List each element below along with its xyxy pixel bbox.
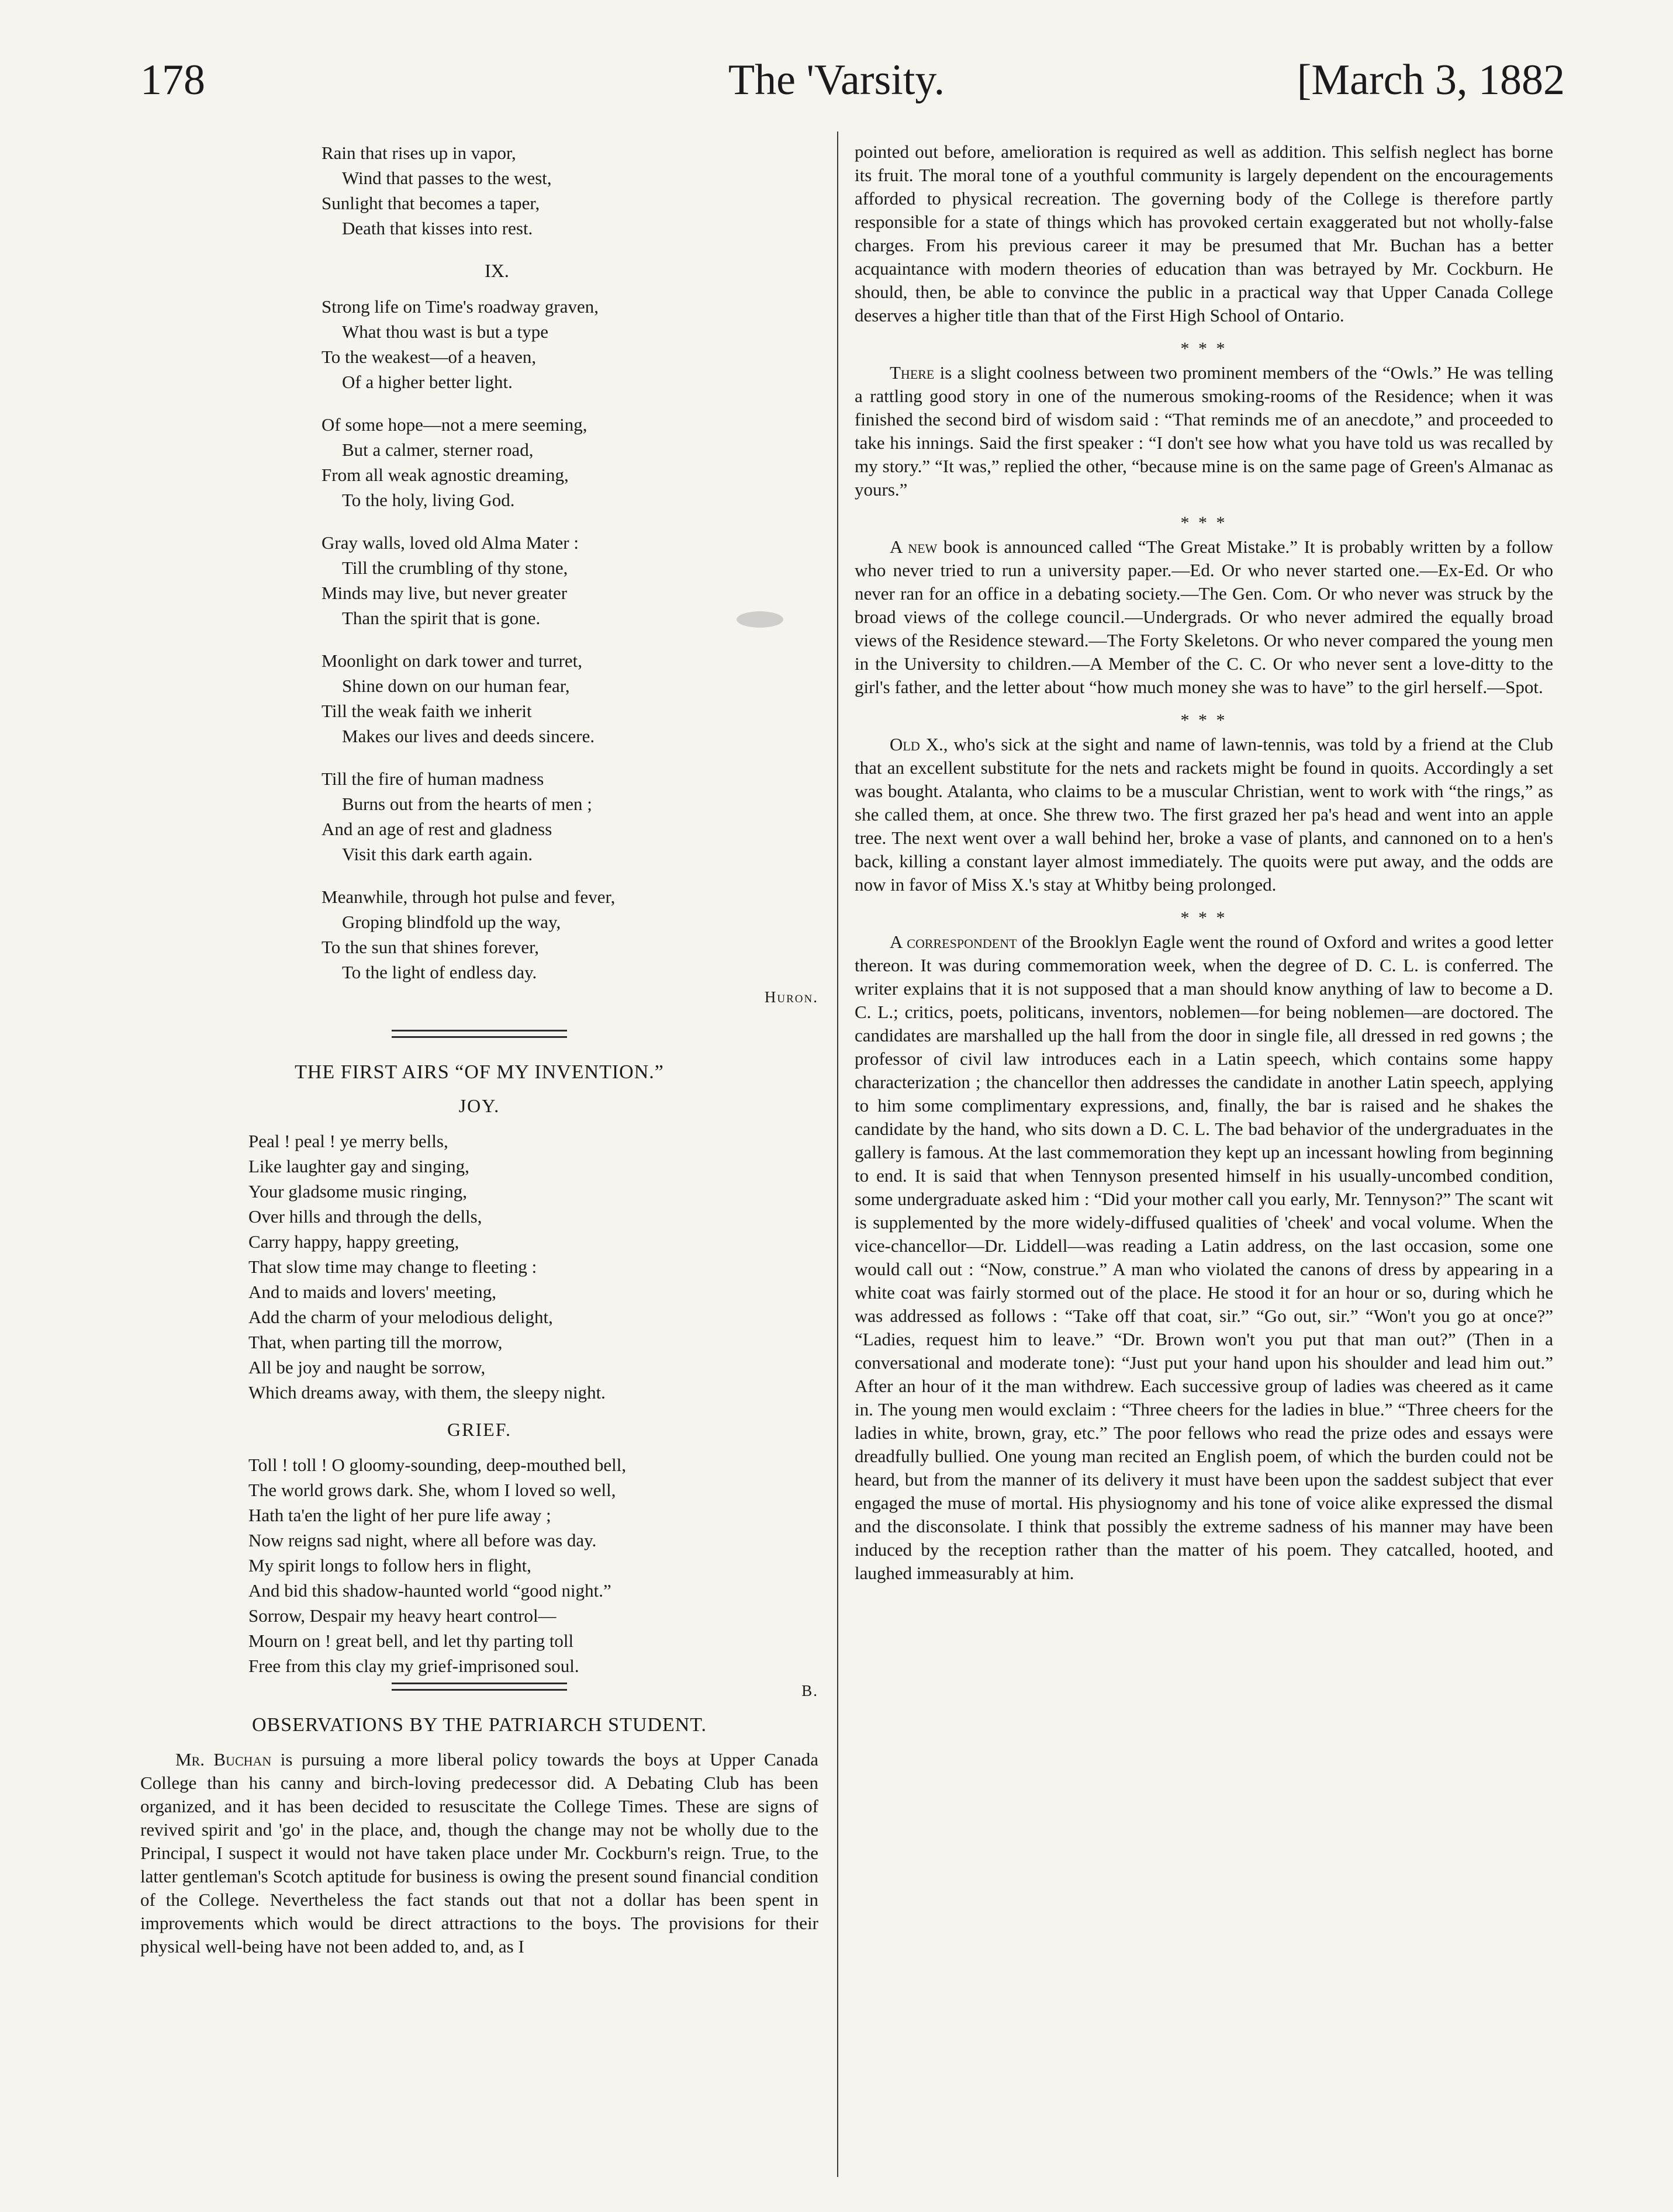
poem-line: To the sun that shines forever, — [322, 937, 539, 957]
poem-line: Your gladsome music ringing, — [248, 1181, 468, 1202]
poem-line: Free from this clay my grief-imprisoned soul. — [248, 1656, 579, 1676]
poem-line: That, when parting till the morrow, — [248, 1332, 503, 1352]
poem-line: Gray walls, loved old Alma Mater : — [322, 532, 579, 553]
poem-line: Wind that passes to the west, — [342, 168, 552, 188]
poem-line: To the holy, living God. — [342, 490, 515, 510]
paragraph — [855, 930, 1553, 1585]
poem-line: Meanwhile, through hot pulse and fever, — [322, 887, 616, 907]
poem-line: Moonlight on dark tower and turret, — [322, 650, 582, 671]
poem-line: And bid this shadow-haunted world “good night.” — [248, 1580, 611, 1601]
poem-line: Than the spirit that is gone. — [342, 608, 541, 628]
double-rule-divider — [392, 1683, 567, 1691]
section-title-observations: OBSERVATIONS BY THE PATRIARCH STUDENT. — [251, 1714, 707, 1736]
poem-line: Minds may live, but never greater — [322, 583, 568, 603]
item-owls — [855, 361, 1553, 501]
poem-line: Of some hope—not a mere seeming, — [322, 414, 587, 435]
paragraph: pointed out before, amelioration is required as well as addition. This selfish neglect has borne its fruit. The moral tone of a youthful community is largely dependent on the encouragements afforded to physical recreation. The governing body of the College is therefore partly responsible for a state of things which has provoked certain exaggerated but not wholly-false charges. From his previous career it may be presumed that Mr. Buchan has a better acquaintance with modern theories of education than was betrayed by Mr. Cockburn. He should, then, be able to convince the public in a practical way that Upper Canada College deserves a higher title than that of the First High School of Ontario. — [855, 141, 1553, 326]
poem-line: Burns out from the hearts of men ; — [342, 794, 592, 814]
poem-stanza — [140, 766, 818, 867]
section-stars: * * * — [1180, 711, 1228, 730]
left-column — [140, 140, 818, 1958]
section-number: IX. — [485, 260, 509, 281]
poem-line: And an age of rest and gladness — [322, 819, 552, 839]
poem-line: Peal ! peal ! ye merry bells, — [248, 1131, 448, 1151]
poem-line: To the light of endless day. — [342, 962, 537, 982]
poem-line: From all weak agnostic dreaming, — [322, 465, 569, 485]
poem-line: To the weakest—of a heaven, — [322, 347, 537, 367]
poem-line: Mourn on ! great bell, and let thy parting toll — [248, 1631, 574, 1651]
poem-stanza — [140, 412, 818, 513]
column-divider — [837, 131, 838, 2177]
double-rule-divider — [392, 1030, 567, 1038]
poem-stanza — [140, 648, 818, 749]
poem-line: Makes our lives and deeds sincere. — [342, 726, 595, 746]
paragraph-text: book is announced called “The Great Mistake.” It is probably written by a follow who never tried to run a university paper.—Ed. Or who never started one.—Ex-Ed. Or who never ran for an office in a debating society.—The Gen. Com. Or who never was struck by the broad views of the college council.—Undergrads. Or who never admired the equally broad views of the Residence steward.—The Forty Skeletons. Or who never compared the young men in the University to children.—A Member of the C. C. Or who never sent a love-ditty to the girl's father, and the letter about “how much money she was to have” to the girl herself.—Spot. — [855, 536, 1553, 697]
signature-b: B. — [801, 1682, 818, 1699]
masthead-title: The 'Varsity. — [728, 56, 945, 104]
paragraph — [855, 733, 1553, 896]
section-title-first-airs: THE FIRST AIRS “OF MY INVENTION.” — [295, 1061, 664, 1083]
lead-words: A correspondent — [890, 932, 1017, 952]
paragraph-text: is pursuing a more liberal policy towards the boys at Upper Canada College than his canny and birch-loving predecessor did. A Debating Club has been organized, and it has been decided to resuscitate the College Times. These are signs of revived spirit and 'go' in the place, and, though the change may not be wholly due to the Principal, I suspect it would not have taken place under Mr. Cockburn's reign. True, to the latter gentleman's Scotch aptitude for business is owing the present sound financial condition of the College. Nevertheless the fact stands out that not a dollar has been spent in improvements which would be direct attractions to the boys. The provisions for their physical well-being have not been added to, and, as I — [140, 1749, 818, 1957]
poem-line: Rain that rises up in vapor, — [322, 143, 516, 163]
signature-huron: Huron. — [764, 988, 818, 1006]
subsection-title-joy: JOY. — [458, 1095, 500, 1116]
lead-words: There — [890, 362, 935, 383]
lead-words: Mr. Buchan — [175, 1749, 272, 1770]
poem-line: Now reigns sad night, where all before was day. — [248, 1530, 597, 1550]
article-observations — [140, 1748, 818, 1958]
article-continued — [855, 140, 1553, 327]
poem-line: The world grows dark. She, whom I loved so well, — [248, 1480, 616, 1500]
item-oxford-correspondent — [855, 930, 1553, 1585]
poem-line: Toll ! toll ! O gloomy-sounding, deep-mouthed bell, — [248, 1455, 627, 1475]
poem-stanza — [140, 294, 818, 394]
poem-line: What thou wast is but a type — [342, 321, 548, 342]
poem-line: That slow time may change to fleeting : — [248, 1256, 537, 1277]
right-column — [855, 140, 1553, 1585]
section-stars: * * * — [1180, 908, 1228, 927]
poem-line: Sunlight that becomes a taper, — [322, 193, 540, 213]
paragraph-text: , who's sick at the sight and name of lawn-tennis, was told by a friend at the Club that an excellent substitute for the nets and rackets might be found in quoits. Accordingly a set was bought. Atalanta, who claims to be a muscular Christian, went to work with “the rings,” as she called them, at once. She threw two. The first grazed her pa's head and went into an apple tree. The next went over a wall behind her, broke a vase of plants, and cannoned on to a hen's back, killing a constant layer almost immediately. The quoits were put away, and the odds are now in favor of Miss X.'s stay at Whitby being prolonged. — [855, 734, 1553, 895]
poem-joy — [140, 1128, 818, 1405]
poem-stanza — [140, 530, 818, 631]
poem-grief — [140, 1452, 818, 1678]
poem-line: Of a higher better light. — [342, 372, 513, 392]
poem-line: Add the charm of your melodious delight, — [248, 1307, 553, 1327]
item-old-x — [855, 733, 1553, 896]
paragraph — [855, 535, 1553, 699]
poem-line: But a calmer, sterner road, — [342, 439, 534, 460]
poem-line: Visit this dark earth again. — [342, 844, 533, 864]
poem-line: Sorrow, Despair my heavy heart control— — [248, 1605, 556, 1626]
section-stars: * * * — [1180, 513, 1228, 532]
poem-line: Like laughter gay and singing, — [248, 1156, 469, 1176]
poem-line: My spirit longs to follow hers in flight, — [248, 1555, 531, 1576]
poem-stanza — [140, 884, 818, 985]
poem-line: Strong life on Time's roadway graven, — [322, 296, 599, 317]
section-stars: * * * — [1180, 339, 1228, 358]
paragraph — [855, 361, 1553, 501]
paragraph — [140, 1748, 818, 1958]
poem-line: All be joy and naught be sorrow, — [248, 1357, 486, 1377]
page-header — [0, 56, 1673, 126]
poem-huron — [140, 140, 818, 985]
subsection-title-grief: GRIEF. — [447, 1419, 511, 1440]
poem-line: Carry happy, happy greeting, — [248, 1231, 459, 1252]
poem-line: Till the fire of human madness — [322, 769, 544, 789]
page-number: 178 — [140, 56, 205, 104]
poem-line: Till the weak faith we inherit — [322, 701, 532, 721]
paragraph-text: of the Brooklyn Eagle went the round of Oxford and writes a good letter thereon. It was during commemoration week, when the degree of D. C. L. is conferred. The writer explains that it is not supposed that a man should know anything of law to become a D. C. L.; critics, poets, politicans, inventors, noblemen—for being noblemen—are doctored. The candidates are marshalled up the hall from the door in single file, all dressed in red gowns ; the professor of civil law introduces each in a Latin speech, which contains some happy characterization ; the chancellor then addresses the candidate in another Latin speech, applying to him some complimentary expressions, and, finally, the bar is raised and he shakes the candidate by the hand, who sits down a D. C. L. The bad behavior of the undergraduates in the gallery is famous. At the last commemoration they kept up an incessant howling from beginning to end. It is said that when Tennyson presented himself in his usually-uncombed condition, some undergraduate asked him : “Did your mother call you early, Mr. Tennyson?” The scant wit is supplemented by the more widely-diffused qualities of 'cheek' and vocal volume. When the vice-chancellor—Dr. Liddell—was reading a Latin address, on the last occasion, some one would call out : “Now, construe.” A man who violated the canons of dress by appearing in a white coat was fairly stormed out of the place. He stood it for an hour or so, during which he was addressed as follows : “Take off that coat, sir.” “Go out, sir.” “Won't you go at once?” “Ladies, request him to leave.” “Dr. Brown won't you put that man out?” (Then in a conversational and moderate tone): “Just put your hand upon his shoulder and lead him out.” After an hour of it the man withdrew. Each successive group of ladies was cheered as it came in. The young men would exclaim : “Three cheers for the ladies in blue.” “Three cheers for the ladies in white, brown, gray, etc.” The poor fellows who read the prize odes and essays were dreadfully bullied. One young man recited an English poem, of which the burden could not be heard, but from the manner of its delivery it must have been upon the saddest subject that ever engaged the muse of mortal. His physiognomy and his tone of voice alike expressed the dismal and the disconsolate. I think that possibly the extreme sadness of his manner may have been induced by the reception rather than the matter of his poem. They catcalled, hooted, and laughed immeasurably at him. — [855, 932, 1553, 1583]
lead-words: A new — [890, 536, 938, 557]
poem-line: Hath ta'en the light of her pure life away ; — [248, 1505, 551, 1525]
poem-line: Shine down on our human fear, — [342, 676, 570, 696]
lead-words: Old X. — [890, 734, 943, 754]
poem-line: Till the crumbling of thy stone, — [342, 558, 568, 578]
poem-line: Death that kisses into rest. — [342, 218, 533, 238]
item-great-mistake — [855, 535, 1553, 699]
paragraph-text: is a slight coolness between two prominent members of the “Owls.” He was telling a rattling good story in one of the numerous smoking-rooms of the Residence; when it was finished the second bird of wisdom said : “That reminds me of an anecdote,” and proceeded to take his innings. Said the first speaker : “I don't see how what you have told us was recalled by my story.” “It was,” replied the other, “because mine is on the same page of Green's Almanac as yours.” — [855, 362, 1553, 500]
poem-line: And to maids and lovers' meeting, — [248, 1282, 497, 1302]
poem-line: Over hills and through the dells, — [248, 1206, 482, 1227]
issue-date: [March 3, 1882 — [1297, 56, 1565, 104]
poem-line: Which dreams away, with them, the sleepy night. — [248, 1382, 606, 1403]
poem-stanza — [140, 140, 818, 241]
poem-line: Groping blindfold up the way, — [342, 912, 561, 932]
